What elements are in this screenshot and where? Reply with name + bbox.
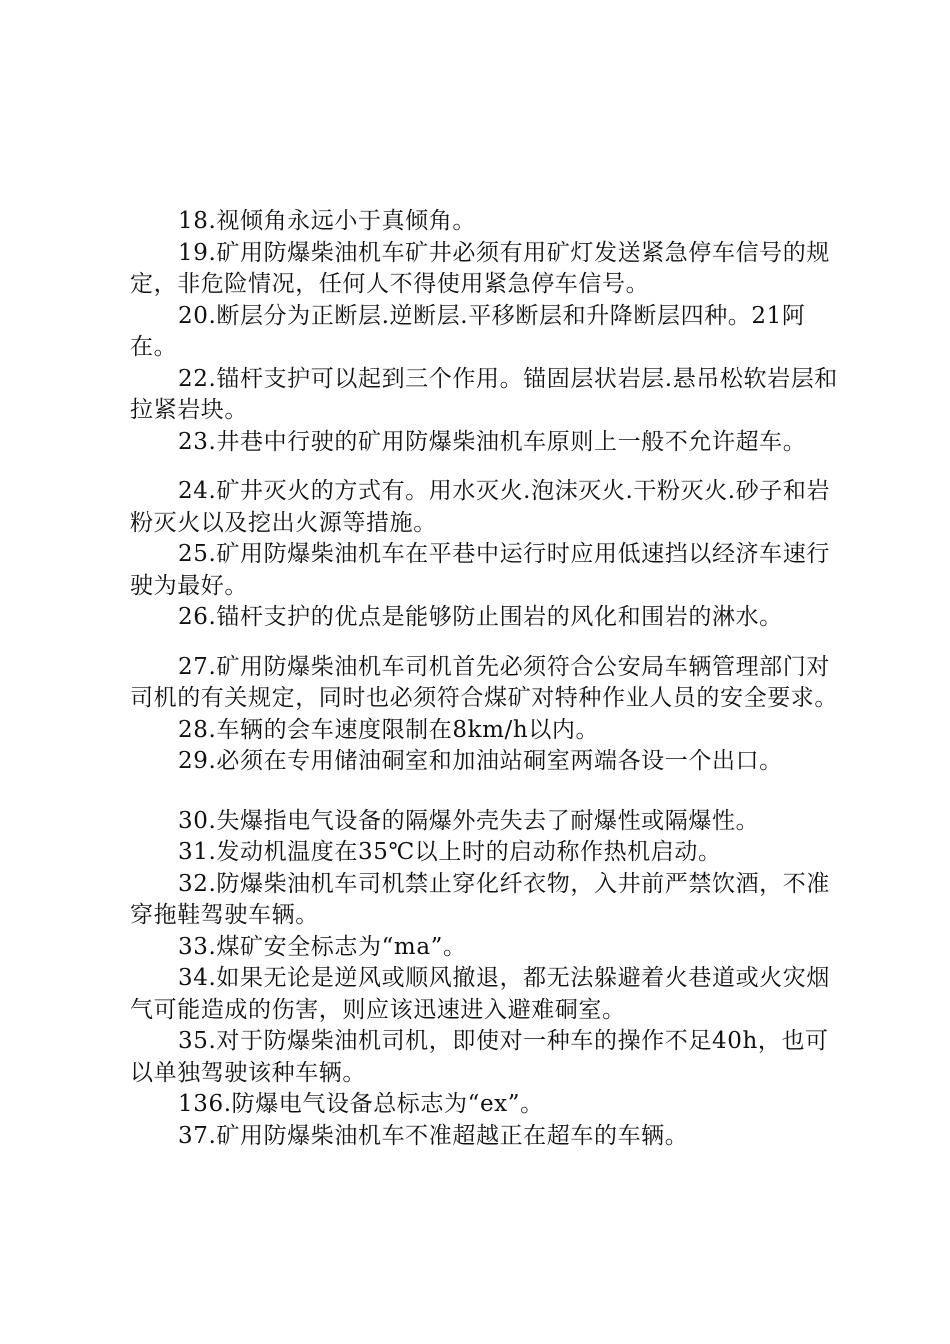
paragraph-23: 23.井巷中行驶的矿用防爆柴油机车原则上一般不允许超车。 <box>178 428 807 455</box>
paragraph-34: 34.如果无论是逆风或顺风撤退，都无法躲避着火巷道或火灾烟气可能造成的伤害，则应该迅速进入避难硐室。 <box>130 965 830 1023</box>
paragraph-22: 22.锚杆支护可以起到三个作用。锚固层状岩层.悬吊松软岩层和拉紧岩块。 <box>130 365 838 423</box>
paragraph-29: 29.必须在专用储油硐室和加油站硐室两端各设一个出口。 <box>178 748 783 774</box>
paragraph-28: 28.车辆的会车速度限制在8km/h以内。 <box>178 716 600 743</box>
paragraph-136: 136.防爆电气设备总标志为“ex”。 <box>178 1091 544 1117</box>
paragraph-20: 20.断层分为正断层.逆断层.平移断层和升降断层四种。21阿在。 <box>130 302 806 360</box>
paragraph-37: 37.矿用防爆柴油机车不准超越正在超车的车辆。 <box>178 1122 689 1149</box>
paragraph-18: 18.视倾角永远小于真倾角。 <box>178 208 476 234</box>
paragraph-32: 32.防爆柴油机车司机禁止穿化纤衣物，入井前严禁饮酒，不准穿拖鞋驾驶车辆。 <box>130 870 830 928</box>
paragraph-19: 19.矿用防爆柴油机车矿井必须有用矿灯发送紧急停车信号的规定，非危险情况，任何人不得使用紧急停车信号。 <box>130 239 830 297</box>
paragraph-27: 27.矿用防爆柴油机车司机首先必须符合公安局车辆管理部门对司机的有关规定，同时也必须符合煤矿对特种作业人员的安全要求。 <box>130 653 838 711</box>
paragraph-26: 26.锚杆支护的优点是能够防止围岩的风化和围岩的淋水。 <box>178 604 783 630</box>
paragraph-30: 30.失爆指电气设备的隔爆外壳失去了耐爆性或隔爆性。 <box>178 807 760 834</box>
paragraph-33: 33.煤矿安全标志为“ma”。 <box>178 933 467 960</box>
document-body <box>130 206 842 1152</box>
paragraph-35: 35.对于防爆柴油机司机，即使对一种车的操作不足40h，也可以单独驾驶该种车辆。 <box>130 1028 829 1086</box>
paragraph-24: 24.矿井灭火的方式有。用水灭火.泡沫灭火.干粉灭火.砂子和岩粉灭火以及挖出火源等措施。 <box>130 478 831 536</box>
paragraph-25: 25.矿用防爆柴油机车在平巷中运行时应用低速挡以经济车速行驶为最好。 <box>130 541 830 599</box>
paragraph-31: 31.发动机温度在35℃以上时的启动称作热机启动。 <box>178 839 722 865</box>
